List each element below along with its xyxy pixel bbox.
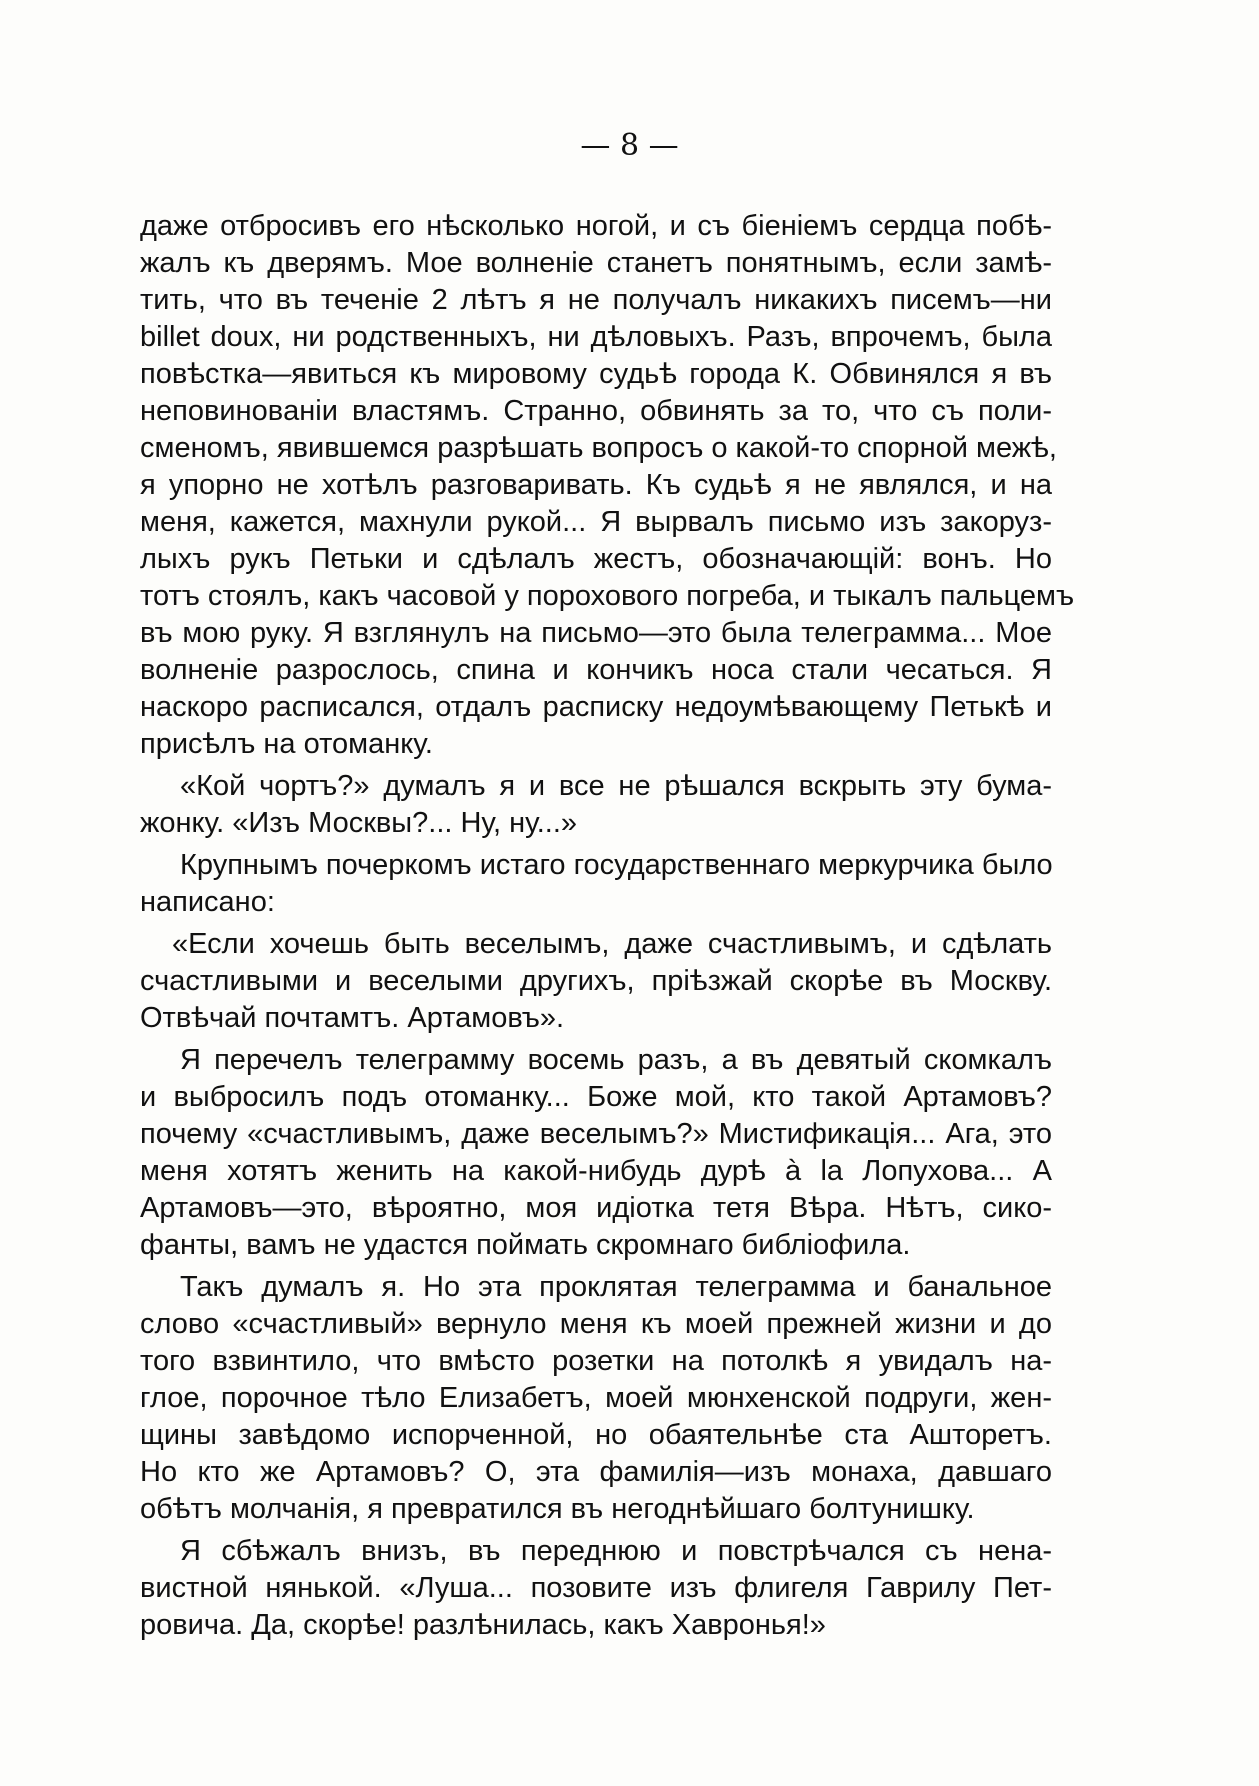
text-line: слово «счастливый» вернуло меня къ моей прежней жизни и до	[140, 1308, 1052, 1340]
text-line: Такъ думалъ я. Но эта проклятая телеграмма и банальное	[180, 1271, 1052, 1303]
text-line: наскоро расписался, отдалъ расписку недоумѣвающему Петькѣ и	[140, 691, 1052, 723]
text-line: глое, порочное тѣло Елизабетъ, моей мюнхенской подруги, жен-	[140, 1382, 1052, 1414]
text-line: лыхъ рукъ Петьки и сдѣлалъ жестъ, обозначающій: вонъ. Но	[140, 543, 1052, 575]
text-line: присѣлъ на отоманку.	[140, 728, 433, 760]
text-line: фанты, вамъ не удастся поймать скромнаго библіофила.	[140, 1229, 911, 1261]
paragraph	[140, 847, 1052, 921]
text-line: жалъ къ дверямъ. Мое волненіе станетъ понятнымъ, если замѣ-	[140, 247, 1052, 279]
text-line: жонку. «Изъ Москвы?... Ну, ну...»	[140, 807, 578, 839]
text-line: сменомъ, явившемся разрѣшать вопросъ о какой-то спорной межѣ,	[140, 432, 1057, 464]
text-line: щины завѣдомо испорченной, но обаятельнѣе ста Ашторетъ.	[140, 1419, 1052, 1451]
text-line: «Кой чортъ?» думалъ я и все не рѣшался вскрыть эту бума-	[180, 770, 1052, 802]
text-line: вистной нянькой. «Луша... позовите изъ флигеля Гаврилу Пет-	[140, 1572, 1052, 1604]
text-line: тить, что въ теченіе 2 лѣтъ я не получалъ никакихъ писемъ—ни	[140, 284, 1052, 316]
body-text	[140, 208, 1075, 1649]
paragraph	[140, 1269, 1052, 1528]
text-line: Крупнымъ почеркомъ истаго государственнаго меркурчика было	[180, 849, 1053, 881]
text-line: тотъ стоялъ, какъ часовой у порохового погреба, и тыкалъ пальцемъ	[140, 580, 1075, 612]
paragraph	[140, 208, 1075, 763]
text-line: волненіе разрослось, спина и кончикъ носа стали чесаться. Я	[140, 654, 1052, 686]
text-line: меня, кажется, махнули рукой... Я вырвалъ письмо изъ закоруз-	[140, 506, 1052, 538]
telegram-quote	[140, 926, 1052, 1037]
text-line: billet doux, ни родственныхъ, ни дѣловыхъ. Разъ, впрочемъ, была	[140, 321, 1052, 353]
text-line: того взвинтило, что вмѣсто розетки на потолкѣ я увидалъ на-	[140, 1345, 1052, 1377]
text-line: въ мою руку. Я взглянулъ на письмо—это была телеграмма... Мое	[140, 617, 1052, 649]
text-line: даже отбросивъ его нѣсколько ногой, и съ біеніемъ сердца побѣ-	[140, 210, 1052, 242]
text-line: повѣстка—явиться къ мировому судьѣ города К. Обвинялся я въ	[140, 358, 1052, 390]
text-line: почему «счастливымъ, даже веселымъ?» Мистификація... Ага, это	[140, 1118, 1052, 1150]
text-line: Я перечелъ телеграмму восемь разъ, а въ девятый скомкалъ	[180, 1044, 1052, 1076]
page-number: — 8 —	[580, 128, 679, 163]
text-line: обѣтъ молчанія, я превратился въ негоднѣйшаго болтунишку.	[140, 1493, 975, 1525]
text-line: «Если хочешь быть веселымъ, даже счастливымъ, и сдѣлать	[172, 928, 1052, 960]
text-line: Я сбѣжалъ внизъ, въ переднюю и повстрѣчался съ нена-	[180, 1535, 1052, 1567]
text-line: меня хотятъ женить на какой-нибудь дурѣ à la Лопухова... А	[140, 1155, 1052, 1187]
paragraph	[140, 1533, 1052, 1644]
paragraph	[140, 768, 1052, 842]
text-line: я упорно не хотѣлъ разговаривать. Къ судьѣ я не являлся, и на	[140, 469, 1052, 501]
paragraph	[140, 1042, 1052, 1264]
text-line: неповиновaніи властямъ. Странно, обвинять за то, что съ поли-	[140, 395, 1052, 427]
text-line: ровича. Да, скорѣе! разлѣнилась, какъ Хавронья!»	[140, 1609, 826, 1641]
text-line: Отвѣчай почтамтъ. Артамовъ».	[140, 1002, 565, 1034]
text-line: Артамовъ—это, вѣроятно, моя идіотка тетя Вѣра. Нѣтъ, сико-	[140, 1192, 1052, 1224]
text-line: написано:	[140, 886, 275, 918]
text-line: и выбросилъ подъ отоманку... Боже мой, кто такой Артамовъ?	[140, 1081, 1052, 1113]
text-line: Но кто же Артамовъ? О, эта фамилія—изъ монаха, давшаго	[140, 1456, 1052, 1488]
text-line: счастливыми и веселыми другихъ, пріѣзжай скорѣе въ Москву.	[140, 965, 1052, 997]
